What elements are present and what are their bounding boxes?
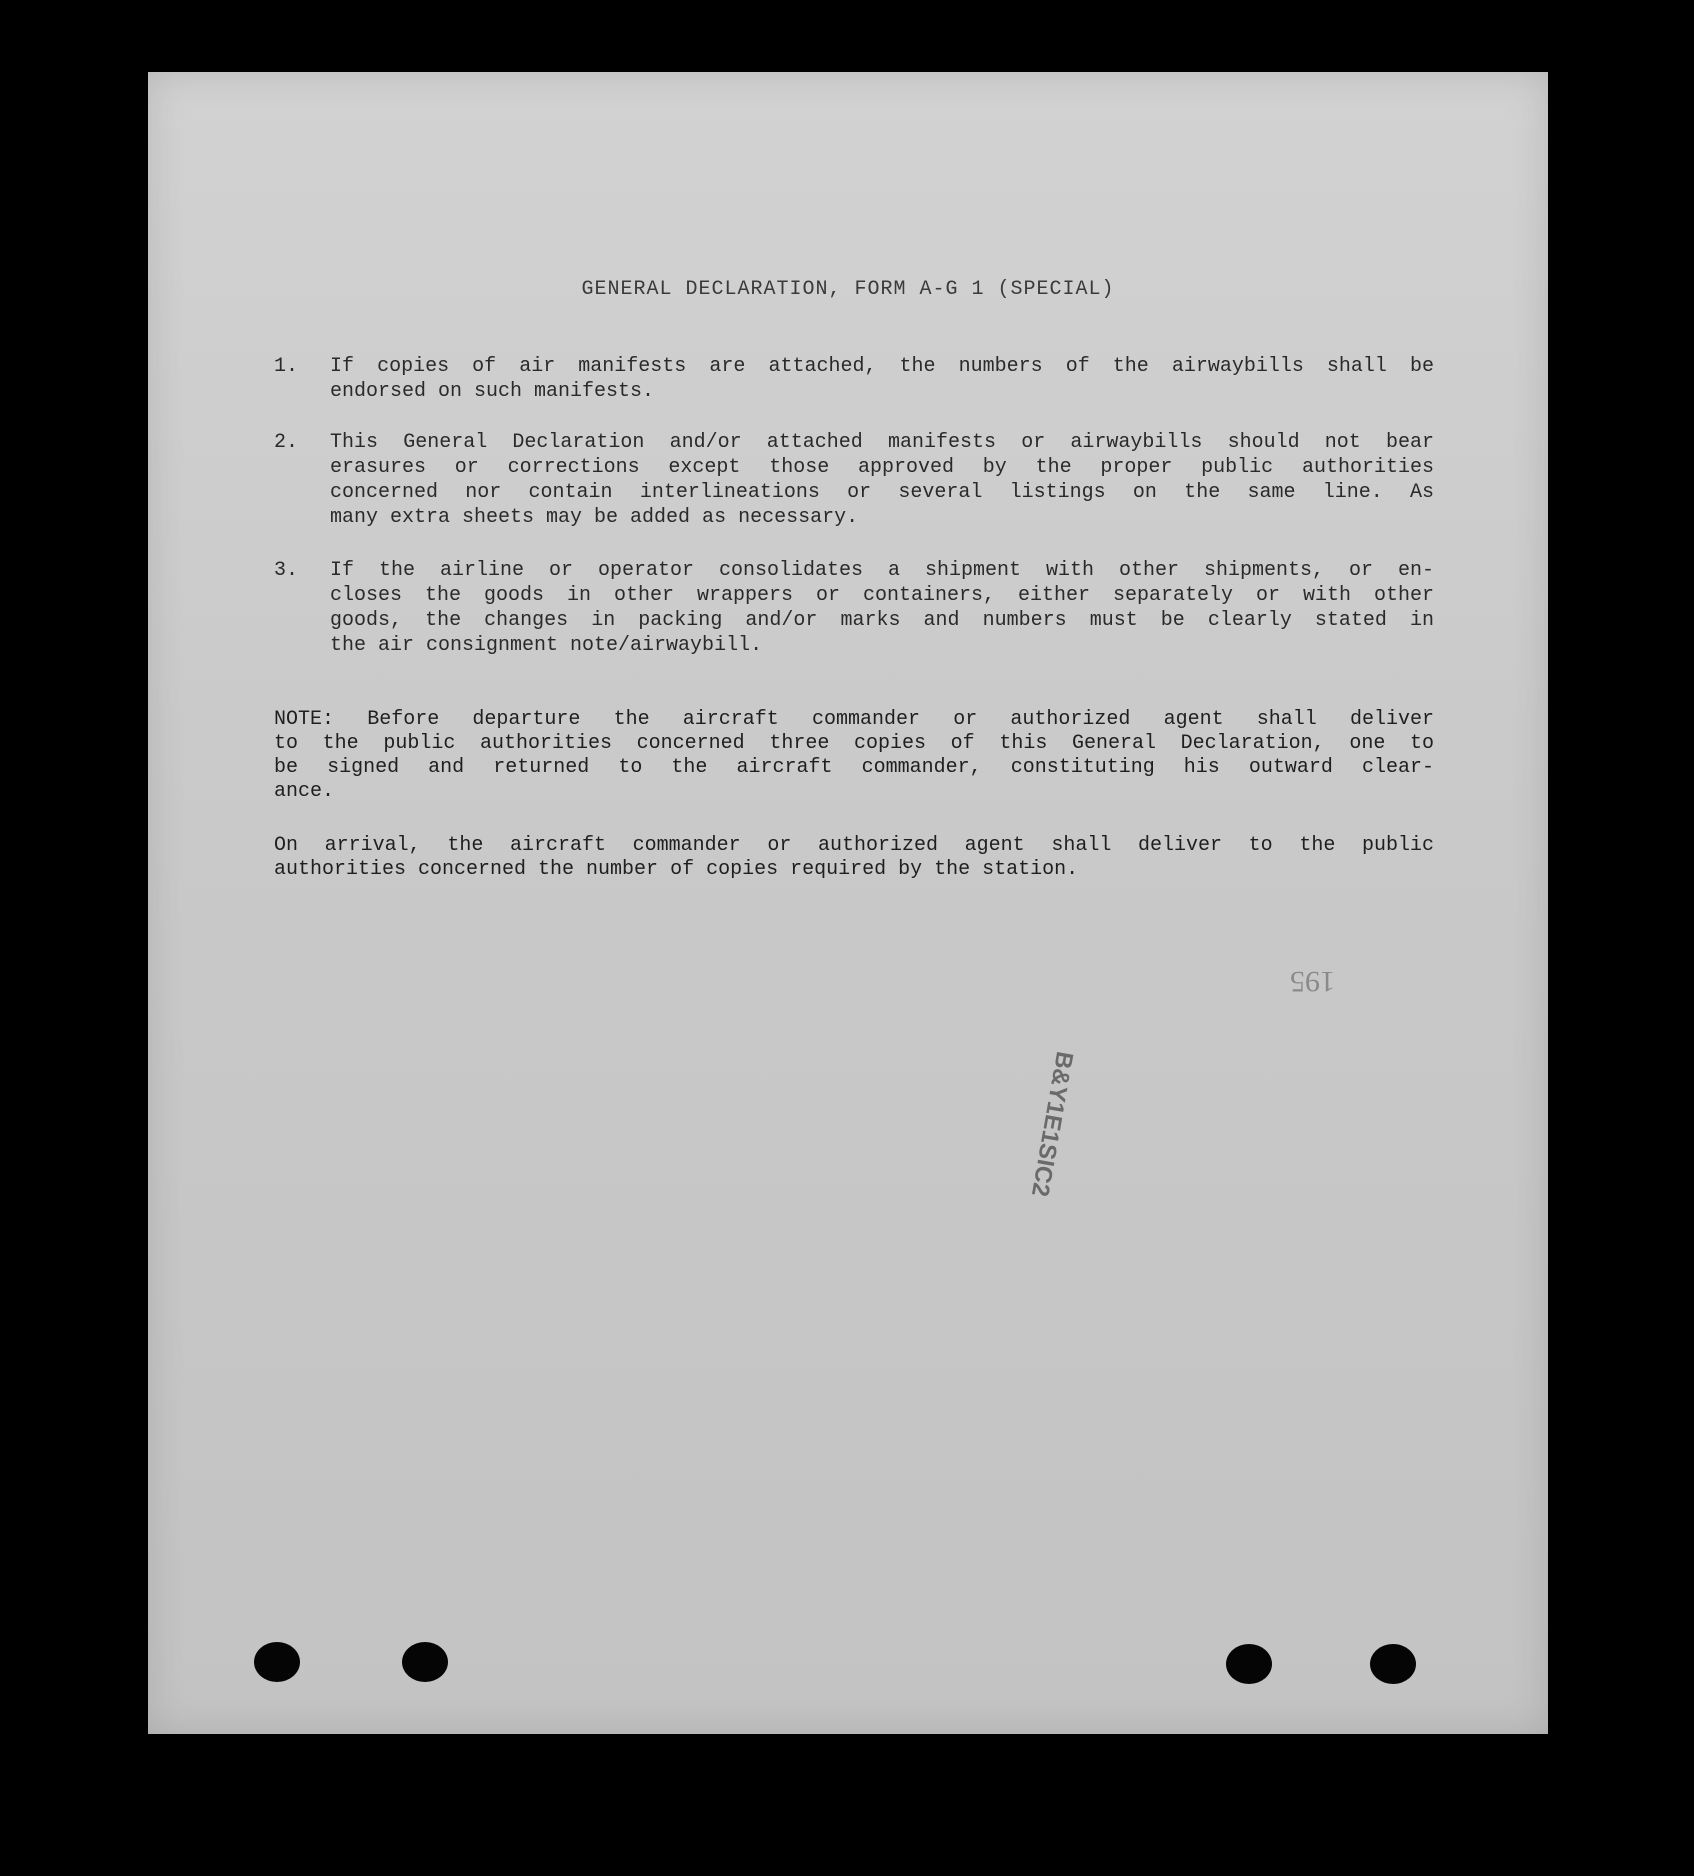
archive-code-stamp: B&Y1E1SIC2 [1025,1049,1078,1199]
arrival-paragraph [274,834,1434,882]
list-item-2 [274,430,1434,530]
binder-hole [402,1642,448,1682]
item-line: goods, the changes in packing and/or marks and numbers must be clearly stated in [330,609,1434,632]
item-number: 3. [274,559,299,582]
item-line: This General Declaration and/or attached manifests or airwaybills should not bear [330,431,1434,454]
list-item-3 [274,558,1434,658]
item-line: closes the goods in other wrappers or containers, either separately or with other [330,584,1434,607]
page-number-stamp: 195 [1290,965,1335,998]
item-line: the air consignment note/airwaybill. [330,634,763,657]
list-item-1 [274,354,1434,404]
item-line: many extra sheets may be added as necessary. [330,506,859,529]
item-text [330,354,1434,404]
binder-hole [254,1642,300,1682]
item-line: If the airline or operator consolidates a shipment with other shipments, or en- [330,559,1434,582]
item-line: endorsed on such manifests. [330,380,655,403]
note-line: NOTE: Before departure the aircraft commander or authorized agent shall deliver [274,708,1434,731]
page-title: GENERAL DECLARATION, FORM A-G 1 (SPECIAL) [581,278,1115,301]
arrival-line: authorities concerned the number of copies required by the station. [274,858,1079,881]
item-text [330,558,1434,658]
note-line: to the public authorities concerned three copies of this General Declaration, one to [274,732,1434,755]
note-paragraph [274,708,1434,804]
document-page [148,72,1548,1734]
note-line: ance. [274,780,335,803]
item-line: concerned nor contain interlineations or several listings on the same line. As [330,481,1434,504]
item-number: 1. [274,355,299,378]
binder-hole [1226,1644,1272,1684]
item-text [330,430,1434,530]
item-number: 2. [274,431,299,454]
binder-hole [1370,1644,1416,1684]
note-line: be signed and returned to the aircraft commander, constituting his outward clear- [274,756,1434,779]
item-line: erasures or corrections except those approved by the proper public authorities [330,456,1434,479]
item-line: If copies of air manifests are attached, the numbers of the airwaybills shall be [330,355,1434,378]
arrival-line: On arrival, the aircraft commander or authorized agent shall deliver to the public [274,834,1434,857]
